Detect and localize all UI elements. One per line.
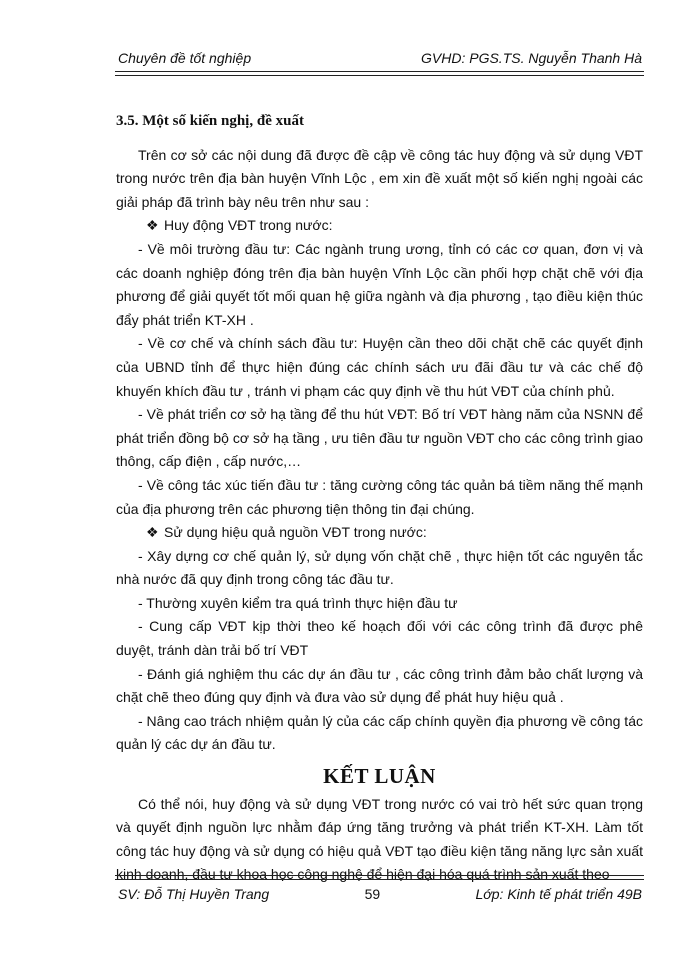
section-heading: 3.5. Một số kiến nghị, đề xuất <box>116 113 304 129</box>
footer-class: Lớp: Kinh tế phát triển 49B <box>475 886 642 902</box>
list-item: - Thường xuyên kiểm tra quá trình thực hiện đầu tư <box>138 594 458 611</box>
conclusion-paragraph: Có thể nói, huy động và sử dụng VĐT trong nước có vai trò hết sức quan trọng và quyết định nguồn lực nhằm đáp ứng tăng trưởng và phát triển KT-XH. Làm tốt công tác huy động và sử dụng có hiệu quả VĐT tạo điều kiện tăng năng lực sản xuất kinh doanh, đầu tư khoa học công nghệ để hiện đại hóa quá trình sản xuất theo <box>116 795 643 883</box>
diamond-bullet-icon: ❖ <box>146 524 159 541</box>
page-number: 59 <box>364 886 381 902</box>
list-item: - Về công tác xúc tiến đầu tư : tăng cường công tác quản bá tiềm năng thế mạnh của địa phương trên các phương tiện thông tin đại chúng. <box>116 476 643 517</box>
bullet-heading-text: Sử dụng hiệu quả nguồn VĐT trong nước: <box>164 524 427 541</box>
bullet-heading-text: Huy động VĐT trong nước: <box>164 217 333 234</box>
list-item: - Cung cấp VĐT kịp thời theo kế hoạch đối với các công trình đã được phê duyệt, tránh dàn trải bố trí VĐT <box>116 618 643 659</box>
bullet-heading-use <box>116 521 643 545</box>
header-course-title: Chuyên đề tốt nghiệp <box>118 50 252 66</box>
diamond-bullet-icon: ❖ <box>146 217 159 234</box>
page-body <box>116 110 643 887</box>
list-item: - Đánh giá nghiệm thu các dự án đầu tư , các công trình đảm bảo chất lượng và chặt chẽ theo đúng quy định và đưa vào sử dụng để phát huy hiệu quả . <box>116 665 643 706</box>
list-item: - Về phát triển cơ sở hạ tầng để thu hút VĐT: Bố trí VĐT hàng năm của NSNN để phát triển đồng bộ cơ sở hạ tầng , ưu tiên đầu tư nguồn VĐT cho các công trình giao thông, cấp điện , cấp nước,… <box>116 406 643 470</box>
page-footer <box>118 886 642 902</box>
conclusion-heading: KẾT LUẬN <box>323 764 436 789</box>
bullet-heading-mobilize <box>116 214 643 238</box>
list-item: - Xây dựng cơ chế quản lý, sử dụng vốn chặt chẽ , thực hiện tốt các nguyên tắc nhà nước đã quy định trong công tác đầu tư. <box>116 547 643 588</box>
list-item: - Nâng cao trách nhiệm quản lý của các cấp chính quyền địa phương về công tác quản lý các dự án đầu tư. <box>116 712 643 753</box>
page-header <box>118 50 642 66</box>
footer-rule <box>115 875 644 880</box>
header-supervisor: GVHD: PGS.TS. Nguyễn Thanh Hà <box>421 50 642 66</box>
footer-student: SV: Đỗ Thị Huyền Trang <box>118 886 270 902</box>
list-item: - Về cơ chế và chính sách đầu tư: Huyện cần theo dõi chặt chẽ các quyết định của UBND tỉnh để thực hiện đúng các chính sách ưu đãi đầu tư và các chế độ khuyến khích đầu tư , tránh vi phạm các quy định về thu hút VĐT của chính phủ. <box>116 335 643 399</box>
header-rule <box>115 71 644 76</box>
list-item: - Về môi trường đầu tư: Các ngành trung ương, tỉnh có các cơ quan, đơn vị và các doanh nghiệp đóng trên địa bàn huyện Vĩnh Lộc cần phối hợp chặt chẽ với địa phương để giải quyết tốt mối quan hệ giữa ngành và địa phương , tạo điều kiện thúc đẩy phát triển KT-XH . <box>116 240 643 328</box>
intro-paragraph: Trên cơ sở các nội dung đã được đề cập về công tác huy động và sử dụng VĐT trong nước trên địa bàn huyện Vĩnh Lộc , em xin đề xuất một số kiến nghị ngoài các giải pháp đã trình bày nêu trên như sau : <box>116 146 643 210</box>
